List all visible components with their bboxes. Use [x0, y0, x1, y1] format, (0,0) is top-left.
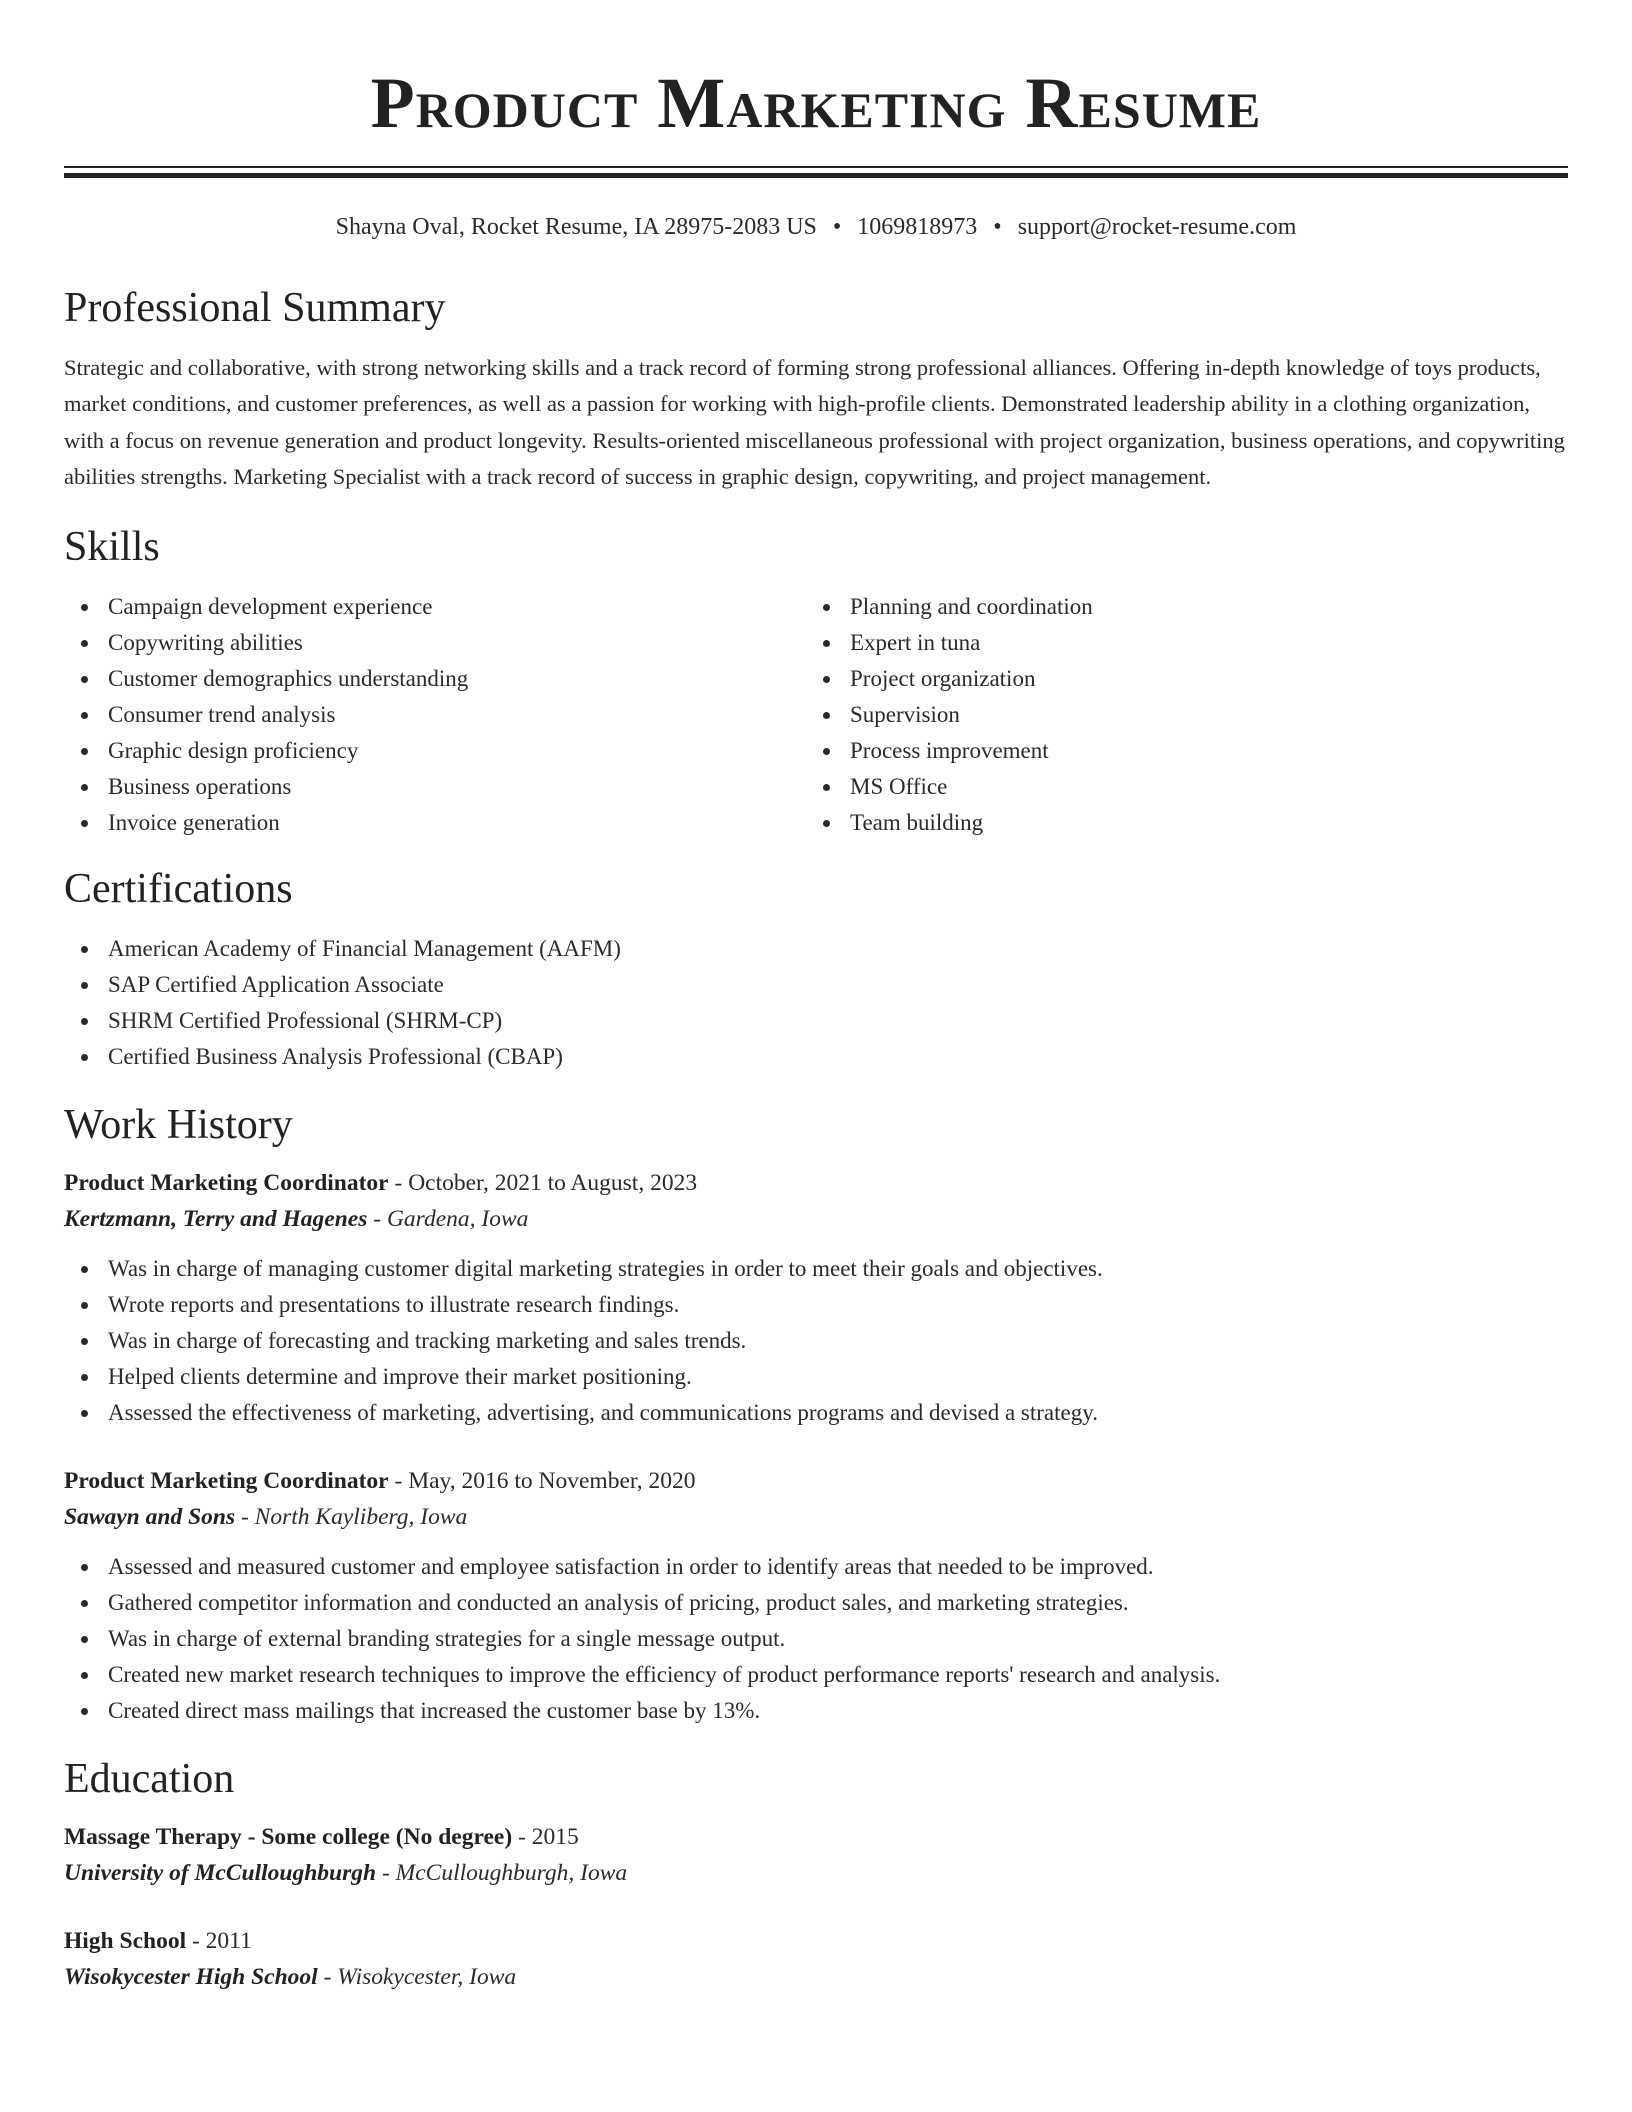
certification-item: Certified Business Analysis Professional (CBAP)	[64, 1039, 1568, 1075]
certification-item: SAP Certified Application Associate	[64, 967, 1568, 1003]
job-title-line	[64, 1463, 1568, 1499]
skills-list	[64, 589, 1568, 841]
job-bullets	[64, 1549, 1568, 1729]
skill-item: Copywriting abilities	[64, 625, 806, 661]
skill-item: Process improvement	[806, 733, 1548, 769]
job-bullet: Was in charge of managing customer digital marketing strategies in order to meet their goals and objectives.	[64, 1251, 1568, 1287]
education-school-line	[64, 1855, 1568, 1891]
job-bullet: Gathered competitor information and conducted an analysis of pricing, product sales, and marketing strategies.	[64, 1585, 1568, 1621]
certification-item: SHRM Certified Professional (SHRM-CP)	[64, 1003, 1568, 1039]
job-title: Product Marketing Coordinator	[64, 1468, 389, 1495]
education-entry	[64, 1819, 1568, 1891]
job-company: Kertzmann, Terry and Hagenes	[64, 1206, 368, 1233]
job-bullet: Created direct mass mailings that increased the customer base by 13%.	[64, 1693, 1568, 1729]
skill-item: Supervision	[806, 697, 1548, 733]
skill-item: Expert in tuna	[806, 625, 1548, 661]
education-degree: High School	[64, 1928, 187, 1955]
contact-email: support@rocket-resume.com	[1017, 214, 1297, 240]
resume-page	[64, 0, 1568, 1995]
education-year: - 2015	[512, 1824, 579, 1851]
job-bullet: Assessed and measured customer and employee satisfaction in order to identify areas that needed to be improved.	[64, 1549, 1568, 1585]
skill-item: Business operations	[64, 769, 806, 805]
title-rule-thin	[64, 166, 1568, 168]
certification-item: American Academy of Financial Management (AAFM)	[64, 931, 1568, 967]
education-year: - 2011	[186, 1928, 252, 1955]
job-bullets	[64, 1251, 1568, 1431]
education-school-line	[64, 1959, 1568, 1995]
job-bullet: Was in charge of forecasting and tracking marketing and sales trends.	[64, 1323, 1568, 1359]
title-rule-thick	[64, 173, 1568, 178]
skill-item: Team building	[806, 805, 1548, 841]
certifications-list	[64, 931, 1568, 1075]
education-degree-line	[64, 1819, 1568, 1855]
section-heading-skills: Skills	[64, 524, 160, 571]
contact-line	[64, 212, 1568, 242]
education-school: Wisokycester High School	[64, 1964, 318, 1991]
job-title-line	[64, 1165, 1568, 1201]
skill-item: Consumer trend analysis	[64, 697, 806, 733]
education-degree-line	[64, 1923, 1568, 1959]
job-company-line	[64, 1201, 1568, 1237]
education-location: - Wisokycester, Iowa	[317, 1964, 517, 1991]
skill-item: Customer demographics understanding	[64, 661, 806, 697]
contact-phone: 1069818973	[857, 214, 978, 240]
job-company-line	[64, 1499, 1568, 1535]
education-degree: Massage Therapy - Some college (No degree)	[64, 1824, 513, 1851]
job-title: Product Marketing Coordinator	[64, 1170, 389, 1197]
job-dates: - October, 2021 to August, 2023	[388, 1170, 698, 1197]
education-entry	[64, 1923, 1568, 1995]
job-bullet: Was in charge of external branding strategies for a single message output.	[64, 1621, 1568, 1657]
section-heading-summary: Professional Summary	[64, 285, 446, 331]
page-title: Product Marketing Resume	[370, 63, 1262, 143]
skill-item: Planning and coordination	[806, 589, 1548, 625]
contact-separator: •	[993, 214, 1002, 240]
contact-separator: •	[832, 214, 842, 240]
skills-column-left	[64, 589, 806, 841]
job-entry	[64, 1463, 1568, 1729]
skill-item: Campaign development experience	[64, 589, 806, 625]
section-heading-certifications: Certifications	[64, 866, 293, 913]
skills-column-right	[806, 589, 1548, 841]
skill-item: Graphic design proficiency	[64, 733, 806, 769]
job-bullet: Helped clients determine and improve their market positioning.	[64, 1359, 1568, 1395]
job-bullet: Wrote reports and presentations to illustrate research findings.	[64, 1287, 1568, 1323]
skill-item: Invoice generation	[64, 805, 806, 841]
contact-address: Shayna Oval, Rocket Resume, IA 28975-2083 US	[335, 214, 817, 240]
job-bullet: Assessed the effectiveness of marketing, advertising, and communications programs and devised a strategy.	[64, 1395, 1568, 1431]
job-location: - North Kayliberg, Iowa	[235, 1504, 468, 1531]
skill-item: MS Office	[806, 769, 1548, 805]
job-company: Sawayn and Sons	[64, 1504, 236, 1531]
job-entry	[64, 1165, 1568, 1431]
summary-text: Strategic and collaborative, with strong networking skills and a track record of forming strong professional alliances. Offering in-depth knowledge of toys products, market conditions, and customer preferences, as well as a passion for working with high-profile clients. Demonstrated leadership ability in a clothing organization, with a focus on revenue generation and product longevity. Results-oriented miscellaneous professional with project organization, business operations, and copywriting abilities strengths. Marketing Specialist with a track record of success in graphic design, copywriting, and project management.	[64, 355, 1565, 489]
education-school: University of McCulloughburgh	[64, 1860, 377, 1887]
section-heading-work-history: Work History	[64, 1102, 293, 1149]
job-bullet: Created new market research techniques to improve the efficiency of product performance reports' research and analysis.	[64, 1657, 1568, 1693]
job-location: - Gardena, Iowa	[367, 1206, 529, 1233]
education-location: - McCulloughburgh, Iowa	[376, 1860, 628, 1887]
job-dates: - May, 2016 to November, 2020	[388, 1468, 696, 1495]
skill-item: Project organization	[806, 661, 1548, 697]
section-heading-education: Education	[64, 1756, 235, 1803]
